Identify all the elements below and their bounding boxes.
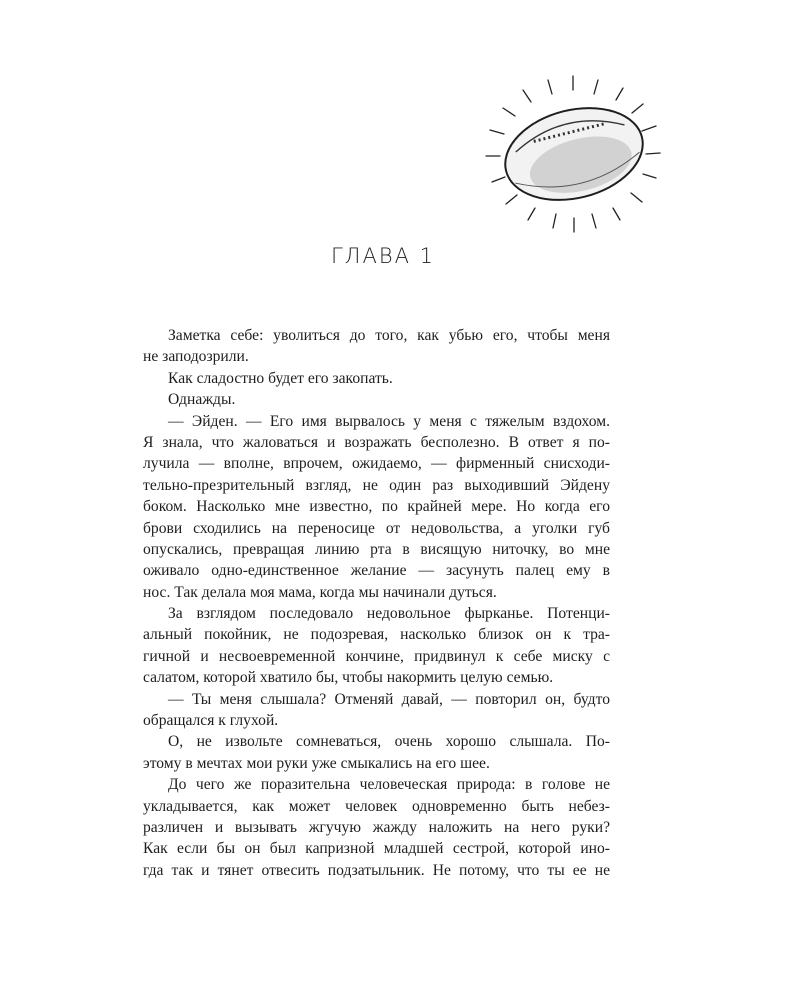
football-icon: [478, 68, 668, 238]
text-line: тельно-презрительный взгляд, не один раз выходивший Эйдену: [143, 476, 610, 494]
paragraph: [143, 689, 610, 732]
text-line: обращался к глухой.: [143, 712, 279, 730]
text-line: Как если бы он был капризной младшей сестрой, которой ино-: [143, 840, 610, 858]
paragraph: [143, 774, 610, 881]
paragraph: [143, 389, 610, 410]
paragraph: [143, 731, 610, 774]
text-line: лучила — вполне, впрочем, ожидаемо, — фирменный снисходи-: [143, 455, 610, 473]
text-line: гда так и тянет отвесить подзатыльник. Не потому, что ты ее не: [143, 861, 610, 879]
chapter-body: [143, 325, 610, 881]
text-line: различен и вызывать жгучую жажду наложить на него руки?: [143, 818, 610, 836]
paragraph: [143, 325, 610, 368]
text-line: салатом, которой хватило бы, чтобы накормить целую семью.: [143, 669, 554, 687]
text-line: За взглядом последовало недовольное фырканье. Потенци-: [168, 605, 610, 623]
text-line: опускались, превращая линию рта в висящую ниточку, во мне: [143, 540, 610, 558]
text-line: альный покойник, не подозревая, насколько близок он к тра-: [143, 626, 610, 644]
text-line: укладывается, как может человек одновременно быть небез-: [143, 797, 610, 815]
text-line: оживало одно-единственное желание — засунуть палец ему в: [143, 562, 610, 580]
text-line: — Эйден. — Его имя вырвалось у меня с тяжелым вздохом.: [168, 412, 610, 430]
text-line: нос. Так делала моя мама, когда мы начинали дуться.: [143, 583, 497, 601]
text-line: брови сходились на переносице от недовольства, а уголки губ: [143, 519, 610, 537]
text-line: Я знала, что жаловаться и возражать бесполезно. В ответ я по-: [143, 433, 610, 451]
text-line: этому в мечтах мои руки уже смыкались на его шее.: [143, 754, 490, 772]
text-line: Как сладостно будет его закопать.: [168, 369, 393, 387]
text-line: О, не извольте сомневаться, очень хорошо слышала. По-: [168, 733, 610, 751]
paragraph: [143, 368, 610, 389]
text-line: — Ты меня слышала? Отменяй давай, — повторил он, будто: [168, 690, 610, 708]
chapter-title: ГЛАВА 1: [330, 244, 435, 268]
text-line: Заметка себе: уволиться до того, как убью его, чтобы меня: [168, 327, 610, 344]
paragraph: [143, 411, 610, 604]
text-line: не заподозрили.: [143, 348, 249, 366]
text-line: гичной и несвоевременной кончине, придвинул к себе миску с: [143, 647, 610, 665]
text-line: боком. Насколько мне известно, по крайней мере. Но когда его: [143, 498, 610, 516]
paragraph: [143, 603, 610, 689]
text-line: До чего же поразительна человеческая природа: в голове не: [168, 776, 610, 794]
text-line: Однажды.: [168, 391, 236, 409]
